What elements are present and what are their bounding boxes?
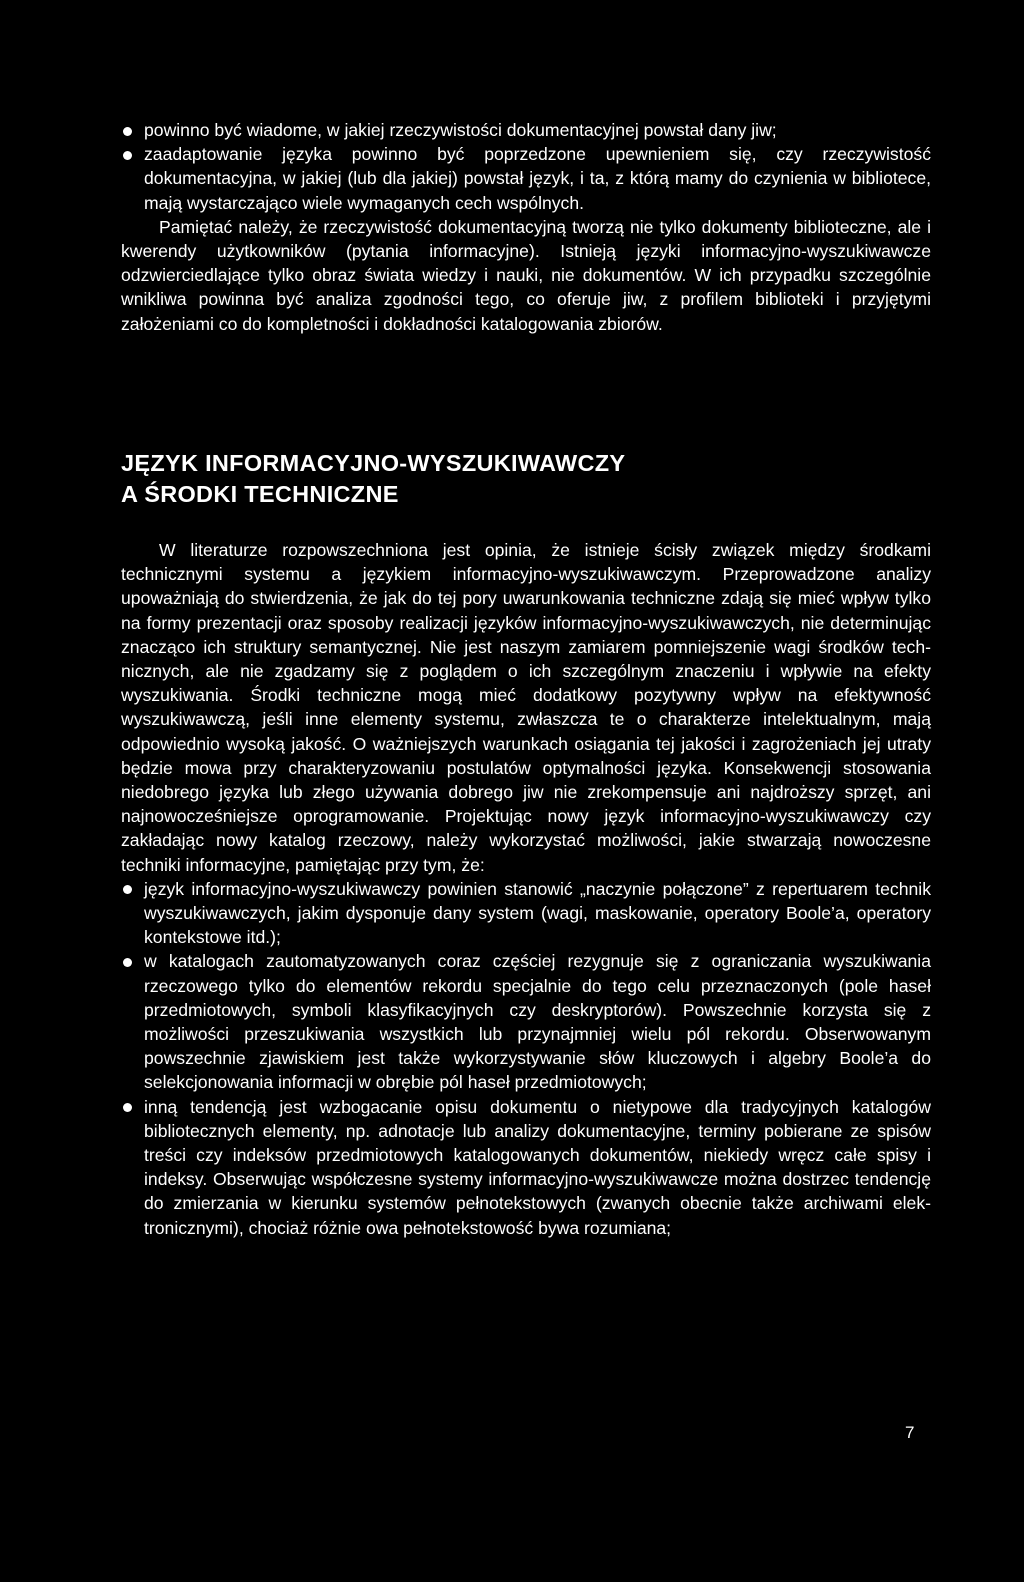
- bullet-dot-icon: [123, 1103, 132, 1112]
- intro-bullet-item: [121, 118, 931, 142]
- section-heading-line: JĘZYK INFORMACYJNO-WYSZUKIWAWCZY: [121, 450, 626, 476]
- intro-bullet-text: zaadaptowanie języka powinno być poprzedzone upewnieniem się, czy rzeczywistość dokumentacyjna, w jakiej (lub dla jakiej) powstał język, i ta, z którą mamy do czynienia w bibliotece, mają wystarczająco wiele wymaganych cech wspólnych.: [144, 144, 931, 213]
- bullet-dot-icon: [123, 151, 132, 160]
- intro-bullet-item: [121, 142, 931, 215]
- section-bullet-text: język informacyjno-wyszukiwawczy powinien stanowić „naczynie połączone” z repertuarem technik wyszukiwawczych, jakim dysponuje dany system (wagi, maskowanie, operatory Boole’a, operatory kontekstowe itd.);: [144, 878, 931, 948]
- bullet-dot-icon: [123, 958, 132, 967]
- section-bullet-item: [121, 877, 931, 950]
- section-bullet-text: w katalogach zautomatyzowanych coraz częściej rezygnuje się z ograniczania wyszukiwania rzeczowego tylko do elementów rekordu specjalnie do tego celu przeznaczonych (pole haseł przedmiotowych, symboli klasyfikacyjnych czy deskryptorów). Powszechnie korzysta się z możliwości przeszukiwania wszystkich lub przynajmniej wielu pól rekordu. Obserwowanym powszechnie zjawiskiem jest także wykorzystywanie słów kluczowych i algebry Boole’a do selekcjonowania informacji w obrębie pól haseł przedmiotowych;: [144, 951, 931, 1093]
- section-paragraph: W literaturze rozpowszechniona jest opinia, że istnieje ścisły związek między środkami technicznymi systemu a językiem informacyjno-wyszukiwawczym. Przeprowadzone analizy upoważniają do stwierdzenia, że jak do tej pory uwarunkowania techniczne zdają się mieć wpływ tylko na formy prezentacji oraz sposoby realizacji języków informacyjno-wyszukiwawczych, nie determinując znacząco ich struktury semantycznej. Nie jest naszym zamiarem pomniejszenie wagi środków technicznych, ale nie zgadzamy się z poglądem o ich szczególnym znaczeniu i wpływie na efekty wyszukiwania. Środki techniczne mogą mieć dodatkowy pozytywny wpływ na efektywność wyszukiwawczą, jeśli inne elementy systemu, zwłaszcza te o charakterze intelektualnym, mają odpowiednio wysoką jakość. O ważniejszych warunkach osiągania tej jakości i zagrożeniach jej utraty będzie mowa przy charakteryzowaniu postulatów optymalności języka. Konsekwencji stosowania niedobrego języka lub złego używania dobrego jiw nie zrekompensuje ani najdroższy sprzęt, ani najnowocześniejsze oprogramowanie. Projektując nowy język informacyjno-wyszukiwawczy czy zakładając nowy katalog rzeczowy, należy wykorzystać możliwości, jakie stwarzają nowoczesne techniki informacyjne, pamiętając przy tym, że:: [121, 540, 931, 875]
- section-body: [121, 538, 931, 1240]
- bullet-dot-icon: [123, 885, 132, 894]
- section-heading: [121, 448, 931, 510]
- bullet-dot-icon: [123, 127, 132, 136]
- intro-paragraph: Pamiętać należy, że rzeczywistość dokumentacyjną tworzą nie tylko dokumenty biblioteczne, ale i kwerendy użytkowników (pytania informacyjne). Istnieją języki informacyjno-wyszukiwawcze odzwierciedlające tylko obraz świata wiedzy i nauki, nie dokumentów. W ich przypadku szczególnie wnikliwa powinna być analiza zgodności tego, co oferuje jiw, z profilem biblioteki i przyjętymi założeniami co do kompletności i dokładności katalogowania zbiorów.: [121, 216, 931, 334]
- section-bullet-item: [121, 949, 931, 1094]
- intro-bullet-text: powinno być wiadome, w jakiej rzeczywistości dokumentacyjnej powstał dany jiw;: [144, 120, 777, 140]
- section-bullet-text: inną tendencją jest wzbogacanie opisu dokumentu o nietypowe dla tradycyjnych katalogów bibliotecznych elementy, np. adnotacje lub analizy dokumentacyjne, terminy pobierane ze spisów treści czy indeksów przedmiotowych katalogowanych dokumentów, niekiedy wręcz całe spisy i indeksy. Obserwując współczesne systemy informacyjno-wyszukiwawcze można dostrzec tendencję do zmierzania w kierunku systemów pełnotekstowych (zwanych obecnie także archiwami elektronicznymi), chociaż różnie owa pełnotekstowość bywa rozumiana;: [144, 1096, 931, 1238]
- section-heading-line: A ŚRODKI TECHNICZNE: [121, 481, 399, 507]
- page-number: 7: [905, 1423, 915, 1442]
- intro-block: [121, 118, 931, 336]
- section-bullet-item: [121, 1095, 931, 1240]
